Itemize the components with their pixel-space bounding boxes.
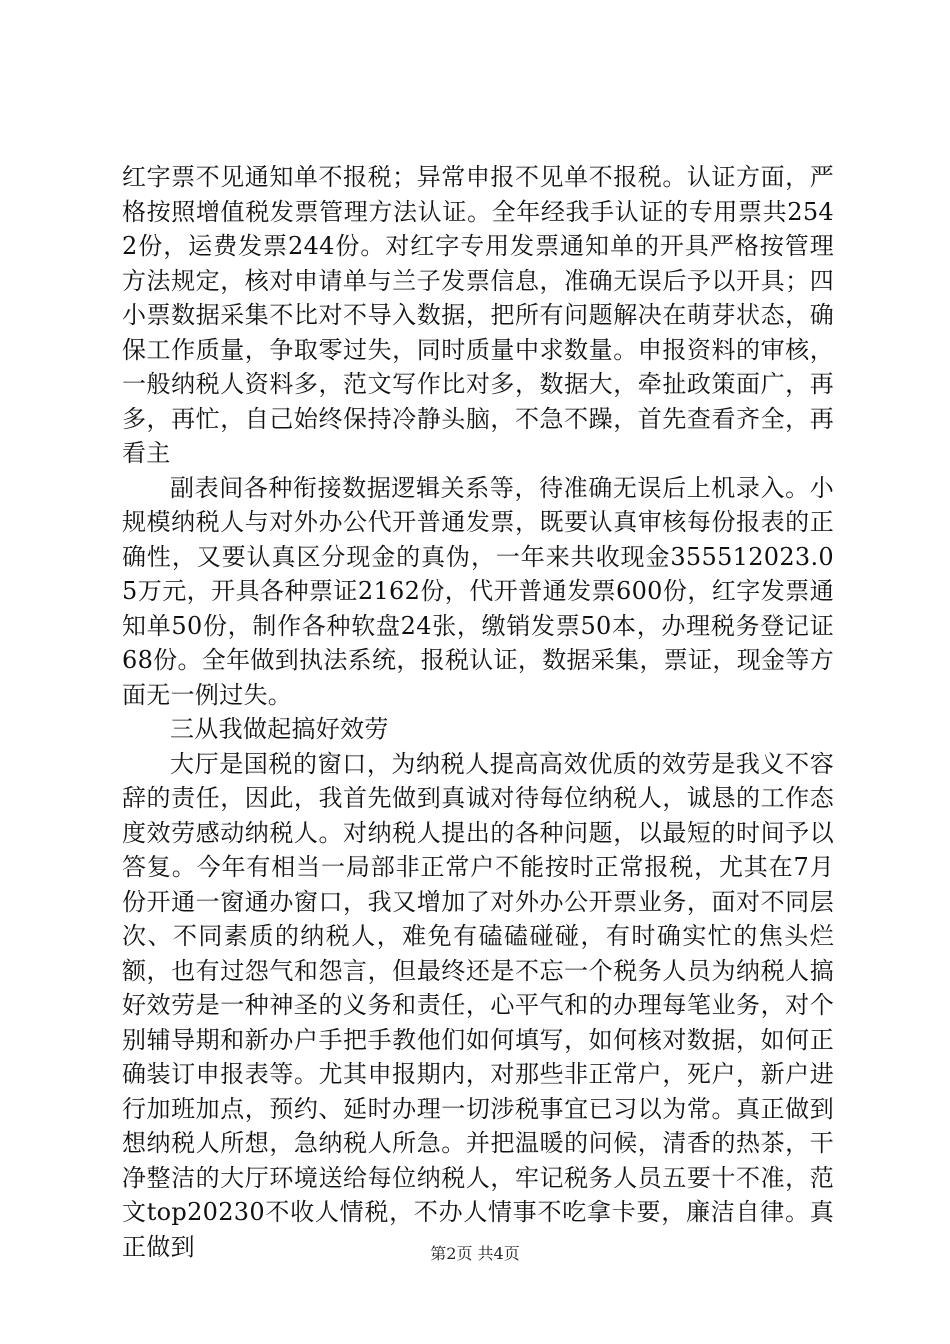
document-body [122,160,834,1264]
paragraph-2: 副表间各种衔接数据逻辑关系等，待准确无误后上机录入。小规模纳税人与对外办公代开普通发票，既要认真审核每份报表的正确性，又要认真区分现金的真伪，一年来共收现金355512023.05万元，开具各种票证2162份，代开普通发票600份，红字发票通知单50份，制作各种软盘24张，缴销发票50本，办理税务登记证68份。全年做到执法系统，报税认证，数据采集，票证，现金等方面无一例过失。 [122,473,834,709]
section-heading: 三从我做起搞好效劳 [170,715,389,743]
page-number-footer: 第2页 共4页 [430,1244,520,1263]
paragraph-1: 红字票不见通知单不报税；异常申报不见单不报税。认证方面，严格按照增值税发票管理方法认证。全年经我手认证的专用票共2542份，运费发票244份。对红字专用发票通知单的开具严格按管理方法规定，核对申请单与兰子发票信息，准确无误后予以开具；四小票数据采集不比对不导入数据，把所有问题解决在萌芽状态，确保工作质量，争取零过失，同时质量中求数量。申报资料的审核，一般纳税人资料多，范文写作比对多，数据大，牵扯政策面广，再多，再忙，自己始终保持冷静头脑，不急不躁，首先查看齐全，再看主 [122,163,834,467]
paragraph-3: 大厅是国税的窗口，为纳税人提高高效优质的效劳是我义不容辞的责任，因此，我首先做到真诚对待每位纳税人，诚恳的工作态度效劳感动纳税人。对纳税人提出的各种问题，以最短的时间予以答复。今年有相当一局部非正常户不能按时正常报税，尤其在7月份开通一窗通办窗口，我又增加了对外办公开票业务，面对不同层次、不同素质的纳税人，难免有磕磕碰碰，有时确实忙的焦头烂额，也有过怨气和怨言，但最终还是不忘一个税务人员为纳税人搞好效劳是一种神圣的义务和责任，心平气和的办理每笔业务，对个别辅导期和新办户手把手教他们如何填写，如何核对数据，如何正确装订申报表等。尤其申报期内，对那些非正常户，死户，新户进行加班加点，预约、延时办理一切涉税事宜已习以为常。真正做到想纳税人所想，急纳税人所急。并把温暖的问候，清香的热茶，干净整洁的大厅环境送给每位纳税人，牢记税务人员五要十不准，范文top20230不收人情税，不办人情事不吃拿卡要，廉洁自律。真正做到 [122,749,834,1261]
